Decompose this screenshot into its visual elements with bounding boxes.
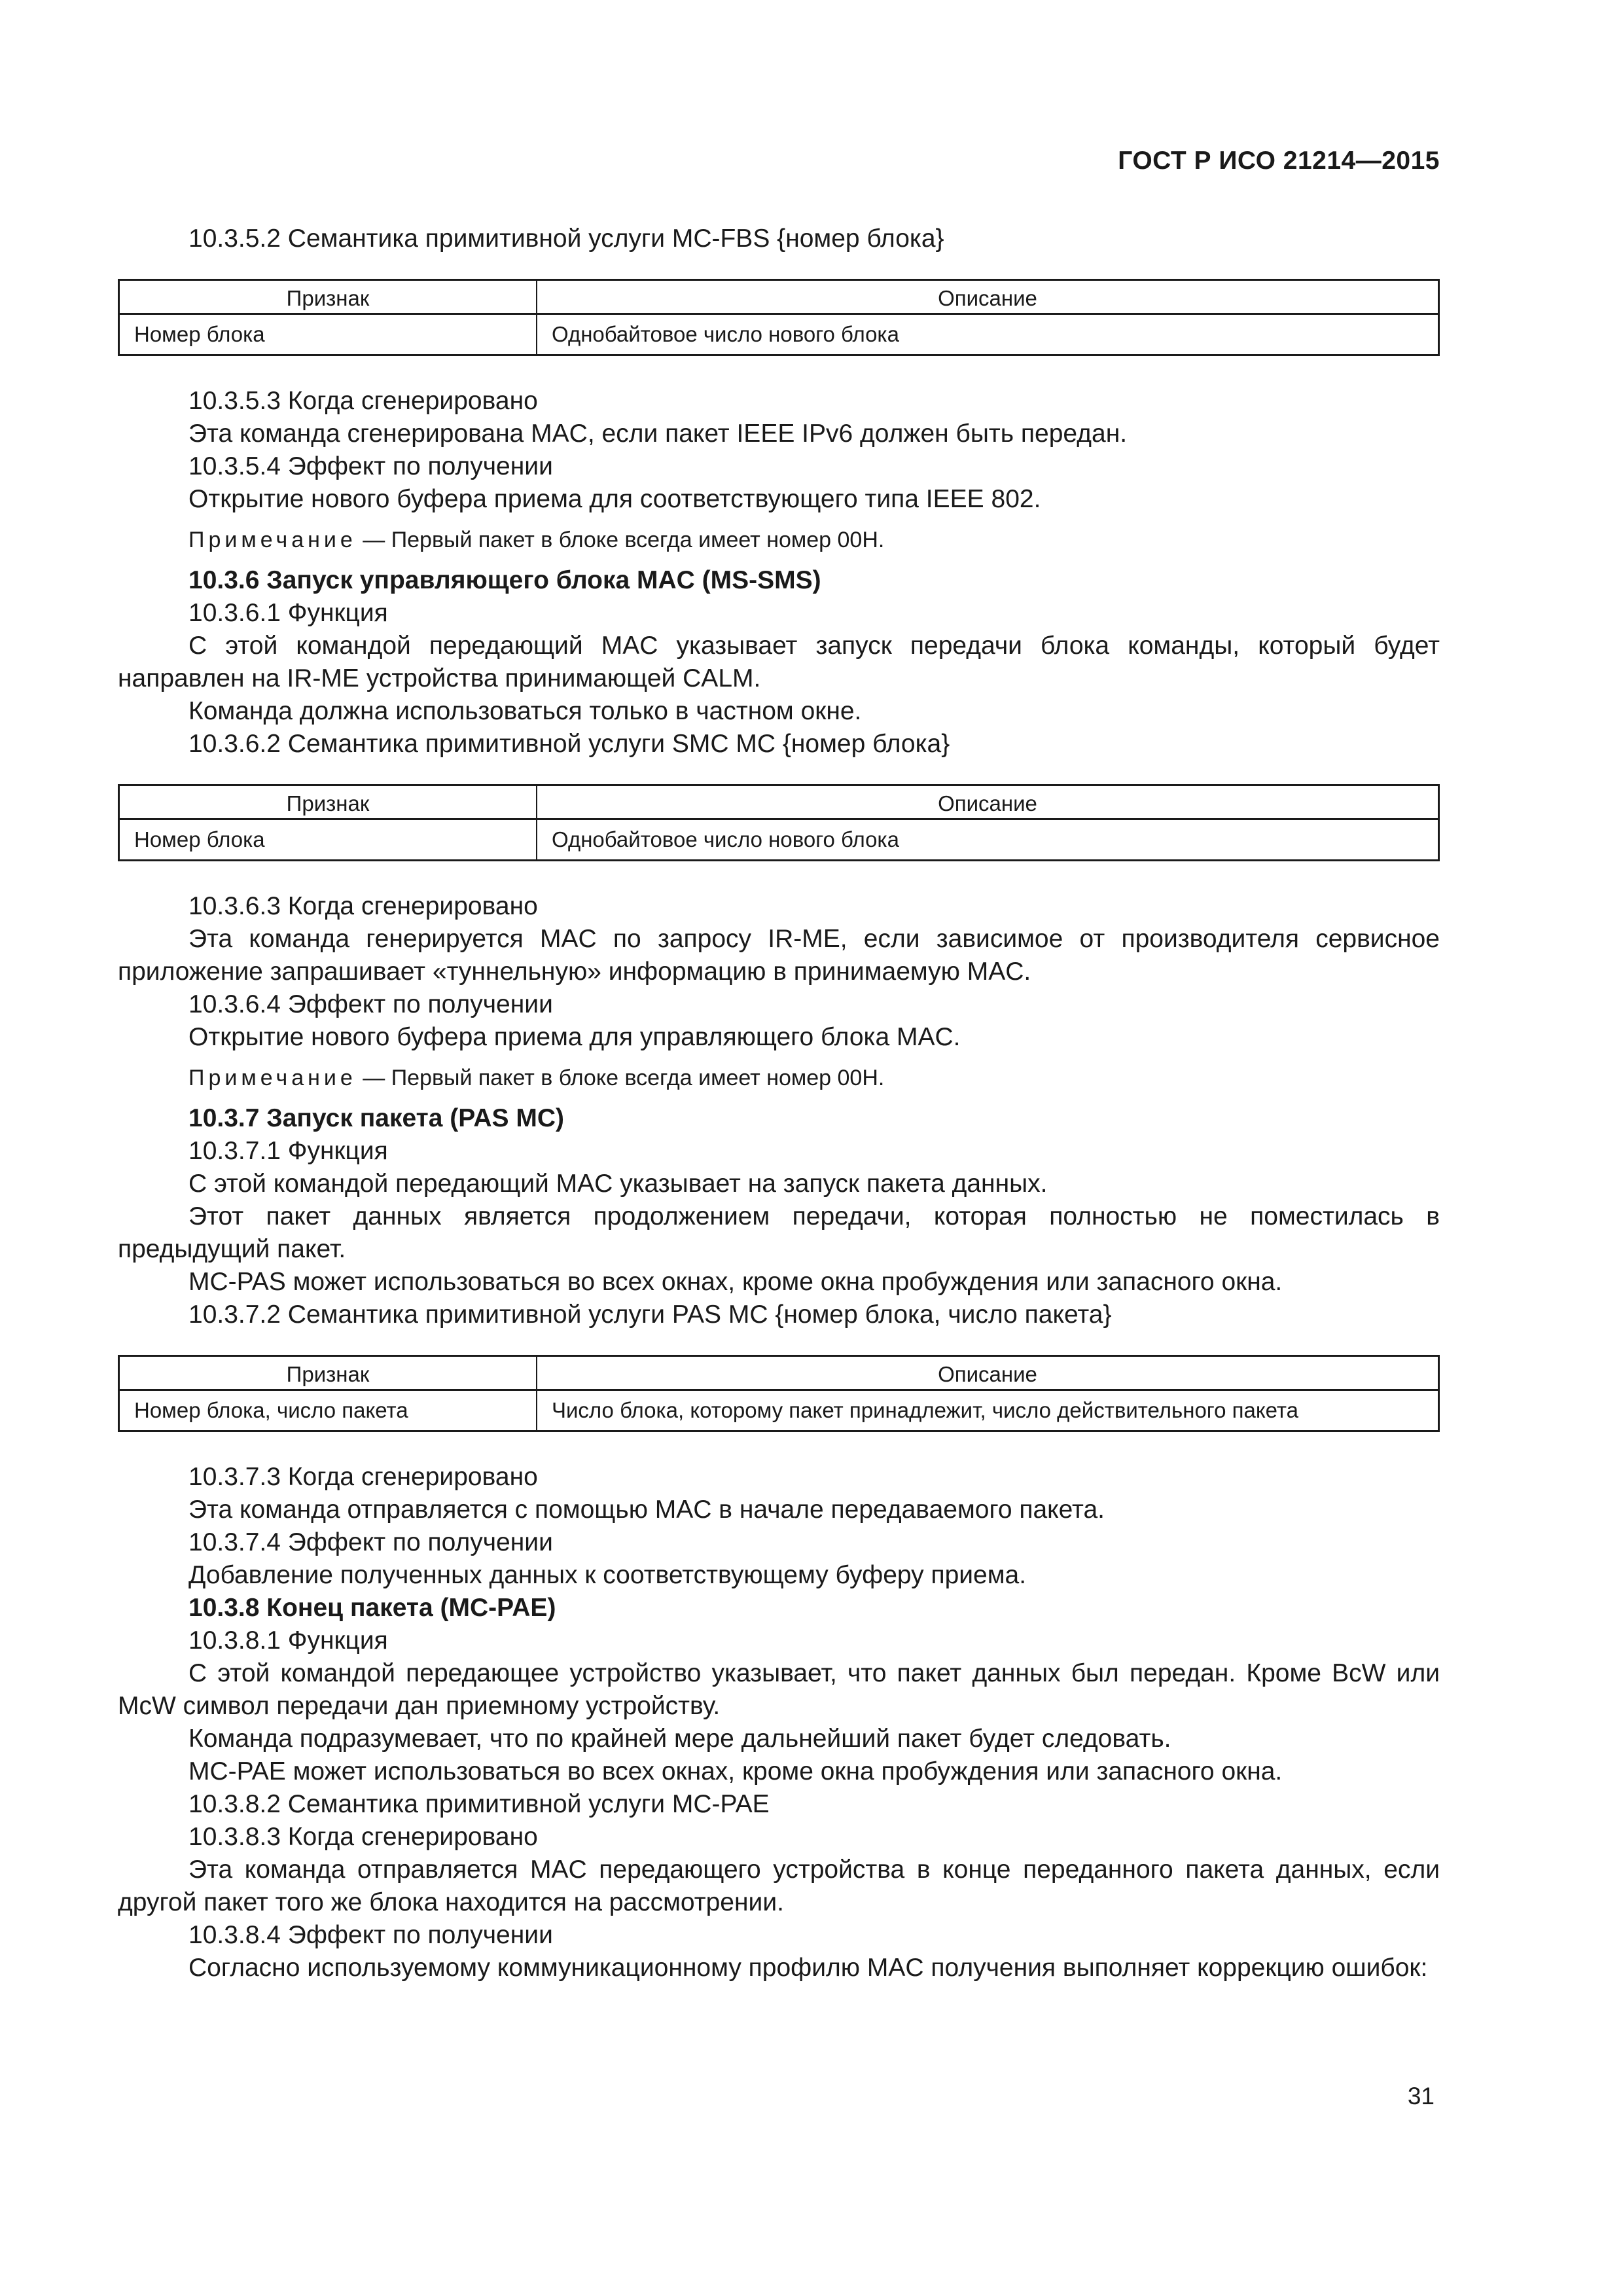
note-label: Примечание xyxy=(188,528,357,552)
table-header-feature: Признак xyxy=(119,280,537,314)
paragraph: Эта команда генерируется MAC по запросу IR-ME, если зависимое от производителя сервисное приложение запрашивает «туннельную» информацию в принимаемую MAC. xyxy=(118,925,1440,986)
note xyxy=(118,524,1440,556)
table-row xyxy=(119,1390,1439,1431)
table-header-description: Описание xyxy=(537,785,1439,819)
page-content xyxy=(118,223,1440,1984)
note-text: — Первый пакет в блоке всегда имеет номер 00H. xyxy=(356,1066,885,1090)
table-header-row xyxy=(119,280,1439,314)
standard-header: ГОСТ Р ИСО 21214—2015 xyxy=(1118,147,1440,175)
section-heading-10-3-8: 10.3.8 Конец пакета (MC-PAE) xyxy=(188,1594,556,1622)
clause-10-3-5-2: 10.3.5.2 Семантика примитивной услуги MC-FBS {номер блока} xyxy=(188,224,944,253)
clause-10-3-6-4: 10.3.6.4 Эффект по получении xyxy=(188,990,553,1018)
clause-10-3-5-4: 10.3.5.4 Эффект по получении xyxy=(188,452,553,480)
note-label: Примечание xyxy=(188,1066,357,1090)
table-header-description: Описание xyxy=(537,1356,1439,1390)
paragraph: Открытие нового буфера приема для управляющего блока MAC. xyxy=(188,1023,961,1051)
clause-10-3-8-1: 10.3.8.1 Функция xyxy=(188,1626,388,1655)
table-header-feature: Признак xyxy=(119,1356,537,1390)
table-cell-description: Число блока, которому пакет принадлежит, число действительного пакета xyxy=(537,1390,1439,1431)
clause-10-3-5-3: 10.3.5.3 Когда сгенерировано xyxy=(188,387,538,415)
paragraph: Эта команда отправляется с помощью MAC в начале передаваемого пакета. xyxy=(188,1496,1105,1524)
paragraph: Согласно используемому коммуникационному профилю MAC получения выполняет коррекцию ошибок: xyxy=(188,1954,1428,1982)
table-cell-feature: Номер блока, число пакета xyxy=(119,1390,537,1431)
paragraph: MC-PAE может использоваться во всех окнах, кроме окна пробуждения или запасного окна. xyxy=(188,1757,1283,1785)
paragraph: Открытие нового буфера приема для соответствующего типа IEEE 802. xyxy=(188,485,1041,513)
table-cell-description: Однобайтовое число нового блока xyxy=(537,314,1439,355)
clause-10-3-6-2: 10.3.6.2 Семантика примитивной услуги SMC MC {номер блока} xyxy=(188,730,950,758)
table-mc-fbs xyxy=(118,279,1440,356)
table-pas-mc xyxy=(118,1355,1440,1432)
table-cell-feature: Номер блока xyxy=(119,314,537,355)
clause-10-3-8-3: 10.3.8.3 Когда сгенерировано xyxy=(188,1823,538,1851)
paragraph: Эта команда сгенерирована MAC, если пакет IEEE IPv6 должен быть передан. xyxy=(188,420,1128,448)
paragraph: Команда подразумевает, что по крайней мере дальнейший пакет будет следовать. xyxy=(188,1725,1171,1753)
table-header-description: Описание xyxy=(537,280,1439,314)
section-heading-10-3-7: 10.3.7 Запуск пакета (PAS MC) xyxy=(188,1104,565,1132)
table-cell-feature: Номер блока xyxy=(119,819,537,861)
paragraph: Добавление полученных данных к соответствующему буферу приема. xyxy=(188,1561,1027,1589)
table-header-row xyxy=(119,785,1439,819)
clause-10-3-6-3: 10.3.6.3 Когда сгенерировано xyxy=(188,892,538,920)
clause-10-3-8-2: 10.3.8.2 Семантика примитивной услуги MC-PAE xyxy=(188,1790,770,1818)
note xyxy=(118,1062,1440,1094)
table-header-row xyxy=(119,1356,1439,1390)
paragraph: Этот пакет данных является продолжением передачи, которая полностью не поместилась в предыдущий пакет. xyxy=(118,1202,1440,1263)
paragraph: С этой командой передающий MAC указывает на запуск пакета данных. xyxy=(188,1170,1048,1198)
paragraph: С этой командой передающий MAC указывает запуск передачи блока команды, который будет направлен на IR-ME устройства принимающей CALM. xyxy=(118,632,1440,692)
table-cell-description: Однобайтовое число нового блока xyxy=(537,819,1439,861)
note-text: — Первый пакет в блоке всегда имеет номер 00H. xyxy=(356,528,885,552)
clause-10-3-7-2: 10.3.7.2 Семантика примитивной услуги PAS MC {номер блока, число пакета} xyxy=(188,1300,1112,1329)
table-row xyxy=(119,819,1439,861)
table-smc-mc xyxy=(118,784,1440,861)
clause-10-3-6-1: 10.3.6.1 Функция xyxy=(188,599,388,627)
clause-10-3-7-4: 10.3.7.4 Эффект по получении xyxy=(188,1528,553,1556)
section-heading-10-3-6: 10.3.6 Запуск управляющего блока MAC (MS-SMS) xyxy=(188,566,821,594)
paragraph: С этой командой передающее устройство указывает, что пакет данных был передан. Кроме BcW или McW символ передачи дан приемному устройству. xyxy=(118,1659,1440,1720)
clause-10-3-8-4: 10.3.8.4 Эффект по получении xyxy=(188,1921,553,1949)
table-row xyxy=(119,314,1439,355)
table-header-feature: Признак xyxy=(119,785,537,819)
paragraph: MC-PAS может использоваться во всех окнах, кроме окна пробуждения или запасного окна. xyxy=(188,1268,1283,1296)
clause-10-3-7-3: 10.3.7.3 Когда сгенерировано xyxy=(188,1463,538,1491)
clause-10-3-7-1: 10.3.7.1 Функция xyxy=(188,1137,388,1165)
paragraph: Команда должна использоваться только в частном окне. xyxy=(188,697,862,725)
paragraph: Эта команда отправляется MAC передающего устройства в конце переданного пакета данных, если другой пакет того же блока находится на рассмотрении. xyxy=(118,1856,1440,1916)
page-number: 31 xyxy=(1407,2083,1435,2109)
